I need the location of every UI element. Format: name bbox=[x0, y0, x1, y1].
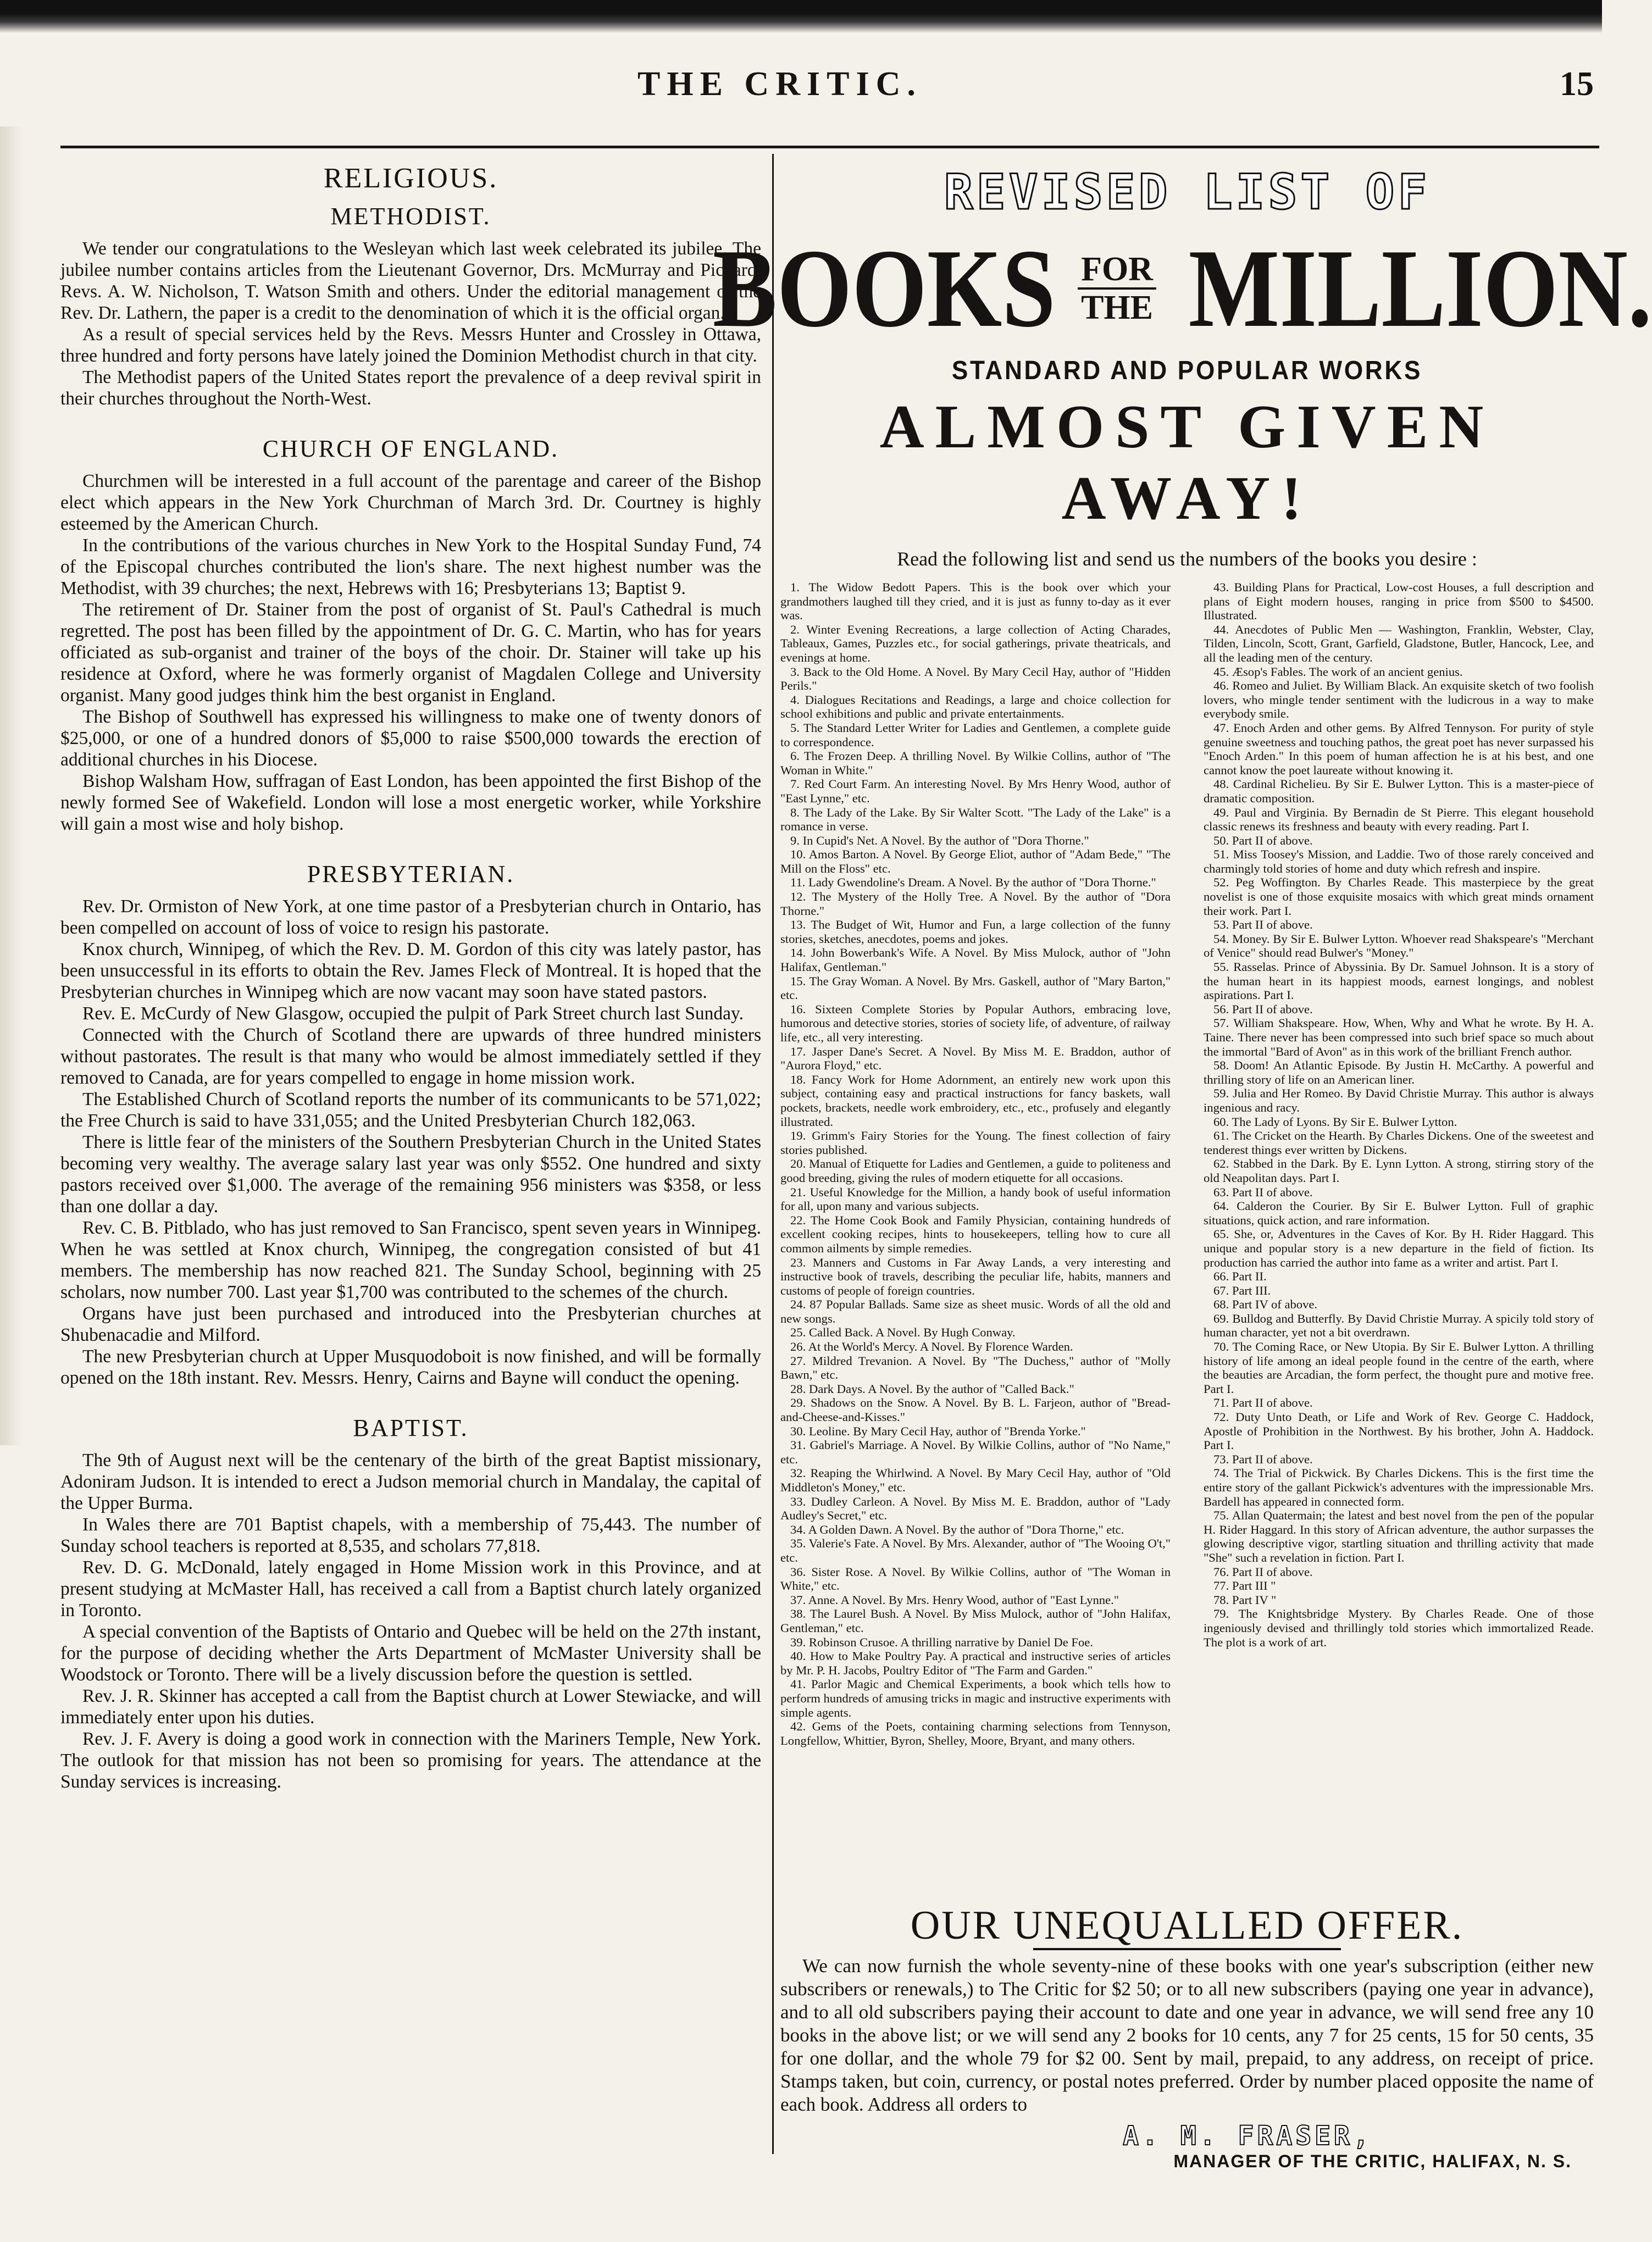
article-paragraph: Rev. E. McCurdy of New Glasgow, occupied the pulpit of Park Street church last Sunday. bbox=[82, 1003, 744, 1024]
book-list-item: 52. Peg Woffington. By Charles Reade. This masterpiece by the great novelist is one of those exquisite mosaics with which great minds ornament their work. Part I. bbox=[1204, 875, 1594, 918]
article-paragraph: The Methodist papers of the United States report the prevalence of a deep revival spirit in their churches throughout the North-West. bbox=[60, 367, 761, 409]
book-list-item: 34. A Golden Dawn. A Novel. By the author of "Dora Thorne," etc. bbox=[790, 1522, 1124, 1536]
manager-title: MANAGER OF THE CRITIC, HALIFAX, N. S. bbox=[1173, 2151, 1572, 2171]
book-list-item: 78. Part IV " bbox=[1213, 1592, 1277, 1607]
book-list-item: 12. The Mystery of the Holly Tree. A Novel. By the author of "Dora Thorne." bbox=[780, 890, 1171, 918]
article-paragraph: The retirement of Dr. Stainer from the post of organist of St. Paul's Cathedral is much regretted. The post has been filled by the appointment of Dr. G. C. Martin, who has for years officiated as sub-organist and trainer of the boys of the choir. Dr. Stainer will take up his residence at Oxford, where he was formerly organist of Magdalen College and University organist. Many good judges think him the best organist in England. bbox=[60, 600, 761, 706]
standard-popular-subheading: STANDARD AND POPULAR WORKS bbox=[951, 356, 1423, 385]
book-list-item: 38. The Laurel Bush. A Novel. By Miss Mulock, author of "John Halifax, Gentleman," etc. bbox=[780, 1607, 1171, 1635]
book-list-item: 10. Amos Barton. A Novel. By George Eliot, author of "Adam Bede," "The Mill on the Floss" etc. bbox=[780, 847, 1171, 875]
page-header bbox=[16, 55, 1594, 104]
article-paragraph: Rev. D. G. McDonald, lately engaged in Home Mission work in this Province, and at present studying at McMaster Hall, has received a call from a Baptist church lately organized in Toronto. bbox=[60, 1557, 761, 1621]
article-paragraph: Knox church, Winnipeg, of which the Rev. D. M. Gordon of this city was lately pastor, has been unsuccessful in its efforts to obtain the Rev. James Fleck of Montreal. It is hoped that the Presbyterian churches in Winnipeg which are now vacant may soon have stated pastors. bbox=[60, 939, 761, 1002]
book-list-item: 73. Part II of above. bbox=[1213, 1452, 1313, 1466]
book-list-item: 17. Jasper Dane's Secret. A Novel. By Miss M. E. Braddon, author of "Aurora Floyd," etc. bbox=[780, 1044, 1171, 1073]
book-list-item: 51. Miss Toosey's Mission, and Laddie. Two of those rarely conceived and charmingly told stories of home and duty which refresh and inspire. bbox=[1204, 847, 1594, 875]
book-list-item: 54. Money. By Sir E. Bulwer Lytton. Whoever read Shakspeare's "Merchant of Venice" should read Bulwer's "Money." bbox=[1204, 931, 1594, 960]
book-list-item: 72. Duty Unto Death, or Life and Work of Rev. George C. Haddock, Apostle of Prohibition in the Northwest. By his brother, John A. Haddock. Part I. bbox=[1204, 1410, 1594, 1452]
book-list-item: 8. The Lady of the Lake. By Sir Walter Scott. "The Lady of the Lake" is a romance in verse. bbox=[780, 805, 1171, 834]
religious-column bbox=[60, 162, 761, 2234]
book-list-item: 19. Grimm's Fairy Stories for the Young. The finest collection of fairy stories published. bbox=[780, 1129, 1171, 1157]
religious-heading: RELIGIOUS. bbox=[323, 163, 498, 194]
book-list-item: 33. Dudley Carleon. A Novel. By Miss M. E. Braddon, author of "Lady Audley's Secret," etc. bbox=[780, 1494, 1171, 1523]
books-word: BOOKS bbox=[712, 226, 1056, 351]
article-paragraph: Rev. J. F. Avery is doing a good work in connection with the Mariners Temple, New York. The outlook for that mission has not been so promising for years. The attendance at the Sunday services is increasing. bbox=[60, 1729, 761, 1792]
article-paragraph: Connected with the Church of Scotland there are upwards of three hundred ministers without pastorates. The result is that many who would be almost immediately settled if they removed to Canada, are for years compelled to engage in home mission work. bbox=[60, 1025, 761, 1088]
order-instructions: Read the following list and send us the numbers of the books you desire : bbox=[897, 548, 1477, 570]
book-list-item: 65. She, or, Adventures in the Caves of Kor. By H. Rider Haggard. This unique and popular story is a new departure in the field of fiction. Its production has carried the author into fame as a writer and artist. Part I. bbox=[1204, 1227, 1594, 1269]
article-paragraph: As a result of special services held by the Revs. Messrs Hunter and Crossley in Ottawa, three hundred and forty persons have lately joined the Dominion Methodist church in that city. bbox=[60, 324, 761, 366]
book-list-item: 60. The Lady of Lyons. By Sir E. Bulwer Lytton. bbox=[1213, 1114, 1457, 1129]
book-list-item: 74. The Trial of Pickwick. By Charles Dickens. This is the first time the entire story of the gallant Pickwick's adventures with the impressionable Mrs. Bardell has appeared in connected form. bbox=[1204, 1466, 1594, 1508]
for-word: FOR bbox=[1078, 251, 1156, 290]
article-paragraph: There is little fear of the ministers of the Southern Presbyterian Church in the United States becoming very wealthy. The average salary last year was only $552. One hundred and sixty pastors received over $1,000. The average of the remaining 956 ministers was $358, or less than one dollar a day. bbox=[60, 1132, 761, 1217]
book-list-item: 2. Winter Evening Recreations, a large collection of Acting Charades, Tableaux, Games, Puzzles etc., for social gatherings, private theatricals, and evenings at home. bbox=[780, 622, 1171, 664]
revised-list-heading: REVISED LIST OF bbox=[944, 164, 1431, 220]
book-list-item: 53. Part II of above. bbox=[1213, 918, 1313, 932]
book-list-item: 45. Æsop's Fables. The work of an ancient genius. bbox=[1213, 664, 1463, 679]
section-presbyterian bbox=[60, 860, 761, 1389]
book-list-item: 23. Manners and Customs in Far Away Lands, a very interesting and instructive book of travels, describing the peculiar life, habits, manners and customs of people of foreign countries. bbox=[780, 1255, 1171, 1297]
book-list-item: 55. Rasselas. Prince of Abyssinia. By Dr. Samuel Johnson. It is a story of the human heart in its happiest moods, earnest longings, and noblest aspirations. Part I. bbox=[1204, 960, 1594, 1002]
page-number: 15 bbox=[1560, 65, 1594, 103]
book-list-item: 71. Part II of above. bbox=[1213, 1396, 1313, 1410]
book-list-item: 63. Part II of above. bbox=[1213, 1185, 1313, 1199]
article-paragraph: A special convention of the Baptists of Ontario and Quebec will be held on the 27th instant, for the purpose of deciding whether the Arts Department of McMaster University shall be Woodstock or Toronto. There will be a lively discussion before the question is settled. bbox=[60, 1622, 761, 1685]
book-list-item: 43. Building Plans for Practical, Low-cost Houses, a full description and plans of Eight modern houses, ranging in price from $500 to $4500. Illustrated. bbox=[1204, 580, 1594, 623]
book-list-item: 37. Anne. A Novel. By Mrs. Henry Wood, author of "East Lynne." bbox=[790, 1592, 1119, 1607]
article-paragraph: The 9th of August next will be the centenary of the birth of the great Baptist missionary, Adoniram Judson. It is intended to erect a Judson memorial church in Mandalay, the capital of the Upper Burma. bbox=[60, 1450, 761, 1513]
book-list-item: 7. Red Court Farm. An interesting Novel. By Mrs Henry Wood, author of "East Lynne," etc. bbox=[780, 777, 1171, 805]
book-list-item: 47. Enoch Arden and other gems. By Alfred Tennyson. For purity of style genuine sweetness and touching pathos, the great poet has never surpassed his "Enoch Arden." In this poem of human affection he is at his best, and one cannot know the poet laureate without knowing it. bbox=[1204, 720, 1594, 777]
article-paragraph: Rev. C. B. Pitblado, who has just removed to San Francisco, spent seven years in Winnipeg. When he was settled at Knox church, Winnipeg, the congregation consisted of but 41 members. The membership has now reached 821. The Sunday School, beginning with 25 scholars, now number 700. Last year $1,700 was contributed to the schemes of the church. bbox=[60, 1218, 761, 1302]
book-list-item: 66. Part II. bbox=[1213, 1269, 1267, 1284]
book-list-item: 21. Useful Knowledge for the Million, a handy book of useful information for all, upon many and various subjects. bbox=[780, 1185, 1171, 1213]
article-paragraph: In the contributions of the various churches in New York to the Hospital Sunday Fund, 74 of the Episcopal churches contributed the lion's share. The next highest number was the Methodist, with 39 churches; the next, Hebrews with 16; Presbyterians 13; Baptist 9. bbox=[60, 535, 761, 598]
the-word: THE bbox=[1081, 289, 1154, 326]
article-paragraph: Rev. Dr. Ormiston of New York, at one time pastor of a Presbyterian church in Ontario, has been compelled on account of loss of voice to resign his pastorate. bbox=[60, 896, 761, 938]
section-title: CHURCH OF ENGLAND. bbox=[262, 435, 559, 462]
book-list-column-1 bbox=[780, 580, 1171, 1891]
column-rule bbox=[772, 154, 774, 2154]
book-list-item: 18. Fancy Work for Home Adornment, an entirely new work upon this subject, containing easy and practical instructions for fancy baskets, wall pockets, brackets, needle work embroidery, etc., etc., profusely and elegantly illustrated. bbox=[780, 1072, 1171, 1129]
book-list-item: 67. Part III. bbox=[1213, 1283, 1271, 1297]
book-list-item: 16. Sixteen Complete Stories by Popular Authors, embracing love, humorous and detective stories, stories of society life, of adventure, of railway life, etc., all very interesting. bbox=[780, 1002, 1171, 1044]
book-list-item: 6. The Frozen Deep. A thrilling Novel. By Wilkie Collins, author of "The Woman in White." bbox=[780, 749, 1171, 777]
article-paragraph: The Bishop of Southwell has expressed his willingness to make one of twenty donors of $25,000, or one of a hundred donors of $5,000 to raise $500,000 towards the erection of additional churches in his Diocese. bbox=[60, 707, 761, 770]
book-list-item: 50. Part II of above. bbox=[1213, 833, 1313, 847]
article-paragraph: In Wales there are 701 Baptist chapels, with a membership of 75,443. The number of Sunday school teachers is reported at 8,535, and scholars 77,818. bbox=[60, 1514, 761, 1556]
offer-text: We can now furnish the whole seventy-nine of these books with one year's subscription (either new subscribers or renewals,) to The Critic for $2 50; or to all new subscribers (paying one year in advance), and to all old subscribers paying their account to date and one year in advance, we will send free any 10 books in the above list; or we will send any 2 books for 10 cents, any 7 for 25 cents, 15 for 50 cents, 35 for one dollar, and the whole 79 for $2 00. Sent by mail, prepaid, to any address, on receipt of price. Stamps taken, but coin, currency, or postal notes preferred. Order by number placed opposite the name of each book. Address all orders to bbox=[780, 1955, 1594, 2115]
book-list-item: 29. Shadows on the Snow. A Novel. By B. L. Farjeon, author of "Bread-and-Cheese-and-Kisses." bbox=[780, 1396, 1171, 1424]
manager-name: A. M. FRASER, bbox=[1123, 2121, 1372, 2151]
book-list-item: 35. Valerie's Fate. A Novel. By Mrs. Alexander, author of "The Wooing O't," etc. bbox=[780, 1536, 1171, 1564]
section-title: METHODIST. bbox=[330, 203, 491, 230]
book-list-item: 39. Robinson Crusoe. A thrilling narrative by Daniel De Foe. bbox=[790, 1635, 1093, 1649]
book-list-item: 26. At the World's Mercy. A Novel. By Florence Warden. bbox=[790, 1340, 1073, 1354]
book-list-item: 27. Mildred Trevanion. A Novel. By "The Duchess," author of "Molly Bawn," etc. bbox=[780, 1353, 1171, 1382]
article-paragraph: Rev. J. R. Skinner has accepted a call from the Baptist church at Lower Stewiacke, and will immediately enter upon his duties. bbox=[60, 1686, 761, 1728]
book-list-column-2 bbox=[1204, 580, 1594, 1891]
book-list-item: 68. Part IV of above. bbox=[1213, 1297, 1318, 1312]
section-baptist bbox=[60, 1414, 761, 1793]
offer-heading: OUR UNEQUALLED OFFER. bbox=[910, 1903, 1464, 1948]
section-title: PRESBYTERIAN. bbox=[307, 861, 515, 887]
book-list-item: 3. Back to the Old Home. A Novel. By Mary Cecil Hay, author of "Hidden Perils." bbox=[780, 664, 1171, 693]
book-list-item: 41. Parlor Magic and Chemical Experiments, a book which tells how to perform hundreds of amusing tricks in magic and instructive experiments with simple agents. bbox=[780, 1677, 1171, 1719]
article-paragraph: Churchmen will be interested in a full account of the parentage and career of the Bishop elect which appears in the New York Churchman of March 3rd. Dr. Courtney is highly esteemed by the American Church. bbox=[60, 471, 761, 534]
almost-given-away-heading: ALMOST GIVEN AWAY! bbox=[879, 393, 1495, 532]
million-word: MILLION. bbox=[1188, 226, 1652, 351]
section-methodist bbox=[60, 202, 761, 409]
section-church-of-england bbox=[60, 435, 761, 835]
book-list-item: 31. Gabriel's Marriage. A Novel. By Wilkie Collins, author of "No Name," etc. bbox=[780, 1438, 1171, 1466]
article-paragraph: Organs have just been purchased and introduced into the Presbyterian churches at Shubenacadie and Milford. bbox=[60, 1303, 761, 1345]
page-top-edge bbox=[0, 0, 1602, 33]
book-list-item: 5. The Standard Letter Writer for Ladies and Gentlemen, a complete guide to correspondence. bbox=[780, 720, 1171, 749]
book-list-item: 57. William Shakspeare. How, When, Why and What he wrote. By H. A. Taine. There never has been compressed into such brief space so much about the immortal "Bard of Avon" as in this work of the brilliant French author. bbox=[1204, 1016, 1594, 1058]
book-list-item: 46. Romeo and Juliet. By William Black. An exquisite sketch of two foolish lovers, who mingle tender sentiment with the ludicrous in a way to make everybody smile. bbox=[1204, 679, 1594, 721]
book-list-item: 61. The Cricket on the Hearth. By Charles Dickens. One of the sweetest and tenderest things ever written by Dickens. bbox=[1204, 1129, 1594, 1157]
book-list-item: 1. The Widow Bedott Papers. This is the book over which your grandmothers laughed till they cried, and it is just as funny to-day as it ever was. bbox=[780, 580, 1171, 623]
article-paragraph: Bishop Walsham How, suffragan of East London, has been appointed the first Bishop of the newly formed See of Wakefield. London will lose a most energetic worker, while Yorkshire will gain a most wise and holy bishop. bbox=[60, 771, 761, 834]
book-list-item: 9. In Cupid's Net. A Novel. By the author of "Dora Thorne." bbox=[790, 833, 1089, 847]
book-list-item: 15. The Gray Woman. A Novel. By Mrs. Gaskell, author of "Mary Barton," etc. bbox=[780, 974, 1171, 1002]
book-list-item: 76. Part II of above. bbox=[1213, 1564, 1313, 1579]
binding-margin bbox=[0, 126, 22, 1445]
book-list-item: 36. Sister Rose. A Novel. By Wilkie Collins, author of "The Woman in White," etc. bbox=[780, 1564, 1171, 1593]
article-paragraph: The Established Church of Scotland reports the number of its communicants to be 571,022; the Free Church is said to have 331,055; and the United Presbyterian Church 182,063. bbox=[60, 1089, 761, 1131]
book-list-item: 42. Gems of the Poets, containing charming selections from Tennyson, Longfellow, Whittier, Byron, Shelley, Moore, Bryant, and many others. bbox=[780, 1719, 1171, 1747]
book-list-item: 40. How to Make Poultry Pay. A practical and instructive series of articles by Mr. P. H. Jacobs, Poultry Editor of "The Farm and Garden." bbox=[780, 1649, 1171, 1677]
book-list-item: 11. Lady Gwendoline's Dream. A Novel. By the author of "Dora Thorne." bbox=[790, 875, 1156, 890]
book-list-item: 79. The Knightsbridge Mystery. By Charles Reade. One of those ingeniously devised and thrillingly told stories which immortalized Reade. The plot is a work of art. bbox=[1204, 1607, 1594, 1649]
books-for-million-banner bbox=[712, 226, 1652, 351]
article-paragraph: The new Presbyterian church at Upper Musquodoboit is now finished, and will be formally opened on the 18th instant. Rev. Messrs. Henry, Cairns and Bayne will conduct the opening. bbox=[60, 1346, 761, 1388]
book-list-item: 48. Cardinal Richelieu. By Sir E. Bulwer Lytton. This is a master-piece of dramatic composition. bbox=[1204, 777, 1594, 805]
book-list bbox=[780, 580, 1594, 1891]
section-title: BAPTIST. bbox=[353, 1414, 469, 1441]
book-list-item: 62. Stabbed in the Dark. By E. Lynn Lytton. A strong, stirring story of the old Neapolitan days. Part I. bbox=[1204, 1157, 1594, 1185]
newspaper-title: THE CRITIC. bbox=[637, 65, 922, 103]
book-list-item: 44. Anecdotes of Public Men — Washington, Franklin, Webster, Clay, Tilden, Lincoln, Scott, Grant, Garfield, Gladstone, Butler, Hancock, Lee, and all the leading men of the century. bbox=[1204, 622, 1594, 664]
book-list-item: 59. Julia and Her Romeo. By David Christie Murray. This author is always ingenious and racy. bbox=[1204, 1086, 1594, 1114]
book-list-item: 30. Leoline. By Mary Cecil Hay, author of "Brenda Yorke." bbox=[790, 1424, 1086, 1438]
book-list-item: 70. The Coming Race, or New Utopia. By Sir E. Bulwer Lytton. A thrilling history of life among an ideal people found in the centre of the earth, where the beauties are Arcadian, the form perfect, the thought pure and motive free. Part I. bbox=[1204, 1340, 1594, 1396]
book-list-item: 28. Dark Days. A Novel. By the author of "Called Back." bbox=[790, 1381, 1074, 1396]
for-the-stack bbox=[1078, 251, 1156, 326]
offer-rule bbox=[1033, 1948, 1341, 1950]
book-list-item: 49. Paul and Virginia. By Bernadin de St Pierre. This elegant household classic renews its freshness and beauty with every reading. Part I. bbox=[1204, 805, 1594, 834]
book-list-item: 58. Doom! An Atlantic Episode. By Justin H. McCarthy. A powerful and thrilling story of life on an American liner. bbox=[1204, 1058, 1594, 1086]
book-list-item: 25. Called Back. A Novel. By Hugh Conway. bbox=[790, 1325, 1016, 1340]
book-list-item: 24. 87 Popular Ballads. Same size as sheet music. Words of all the old and new songs. bbox=[780, 1297, 1171, 1325]
book-list-item: 56. Part II of above. bbox=[1213, 1002, 1313, 1016]
book-list-item: 14. John Bowerbank's Wife. A Novel. By Miss Mulock, author of "John Halifax, Gentleman." bbox=[780, 946, 1171, 974]
book-list-item: 69. Bulldog and Butterfly. By David Christie Murray. A spicily told story of human character, yet not a bit overdrawn. bbox=[1204, 1311, 1594, 1340]
article-paragraph: We tender our congratulations to the Wesleyan which last week celebrated its jubilee. The jubilee number contains articles from the Lieutenant Governor, Drs. McMurray and Pickard, Revs. A. W. Nicholson, T. Watson Smith and others. Under the editorial management of the Rev. Dr. Lathern, the paper is a credit to the denomination of which it is the official organ. bbox=[60, 238, 761, 323]
book-list-item: 64. Calderon the Courier. By Sir E. Bulwer Lytton. Full of graphic situations, quick action, and rare information. bbox=[1204, 1199, 1594, 1227]
book-list-item: 32. Reaping the Whirlwind. A Novel. By Mary Cecil Hay, author of "Old Middleton's Money," etc. bbox=[780, 1466, 1171, 1494]
book-list-item: 75. Allan Quatermain; the latest and best novel from the pen of the popular H. Rider Haggard. In this story of African adventure, the author surpasses the glowing descriptive vigor, startling situation and thrilling activity that made "She" such a revelation in fiction. Part I. bbox=[1204, 1508, 1594, 1564]
book-list-item: 22. The Home Cook Book and Family Physician, containing hundreds of excellent cooking recipes, hints to housekeepers, telling how to cure all common ailments by simple remedies. bbox=[780, 1213, 1171, 1255]
header-rule bbox=[60, 146, 1599, 148]
book-list-item: 13. The Budget of Wit, Humor and Fun, a large collection of the funny stories, sketches, anecdotes, poems and jokes. bbox=[780, 918, 1171, 946]
book-list-item: 77. Part III " bbox=[1213, 1579, 1276, 1593]
book-list-item: 4. Dialogues Recitations and Readings, a large and choice collection for school exhibitions and public and private entertainments. bbox=[780, 692, 1171, 721]
book-advertisement bbox=[712, 154, 1652, 2231]
book-list-item: 20. Manual of Etiquette for Ladies and Gentlemen, a guide to politeness and good breeding, giving the rules of modern etiquette for all occasions. bbox=[780, 1157, 1171, 1185]
